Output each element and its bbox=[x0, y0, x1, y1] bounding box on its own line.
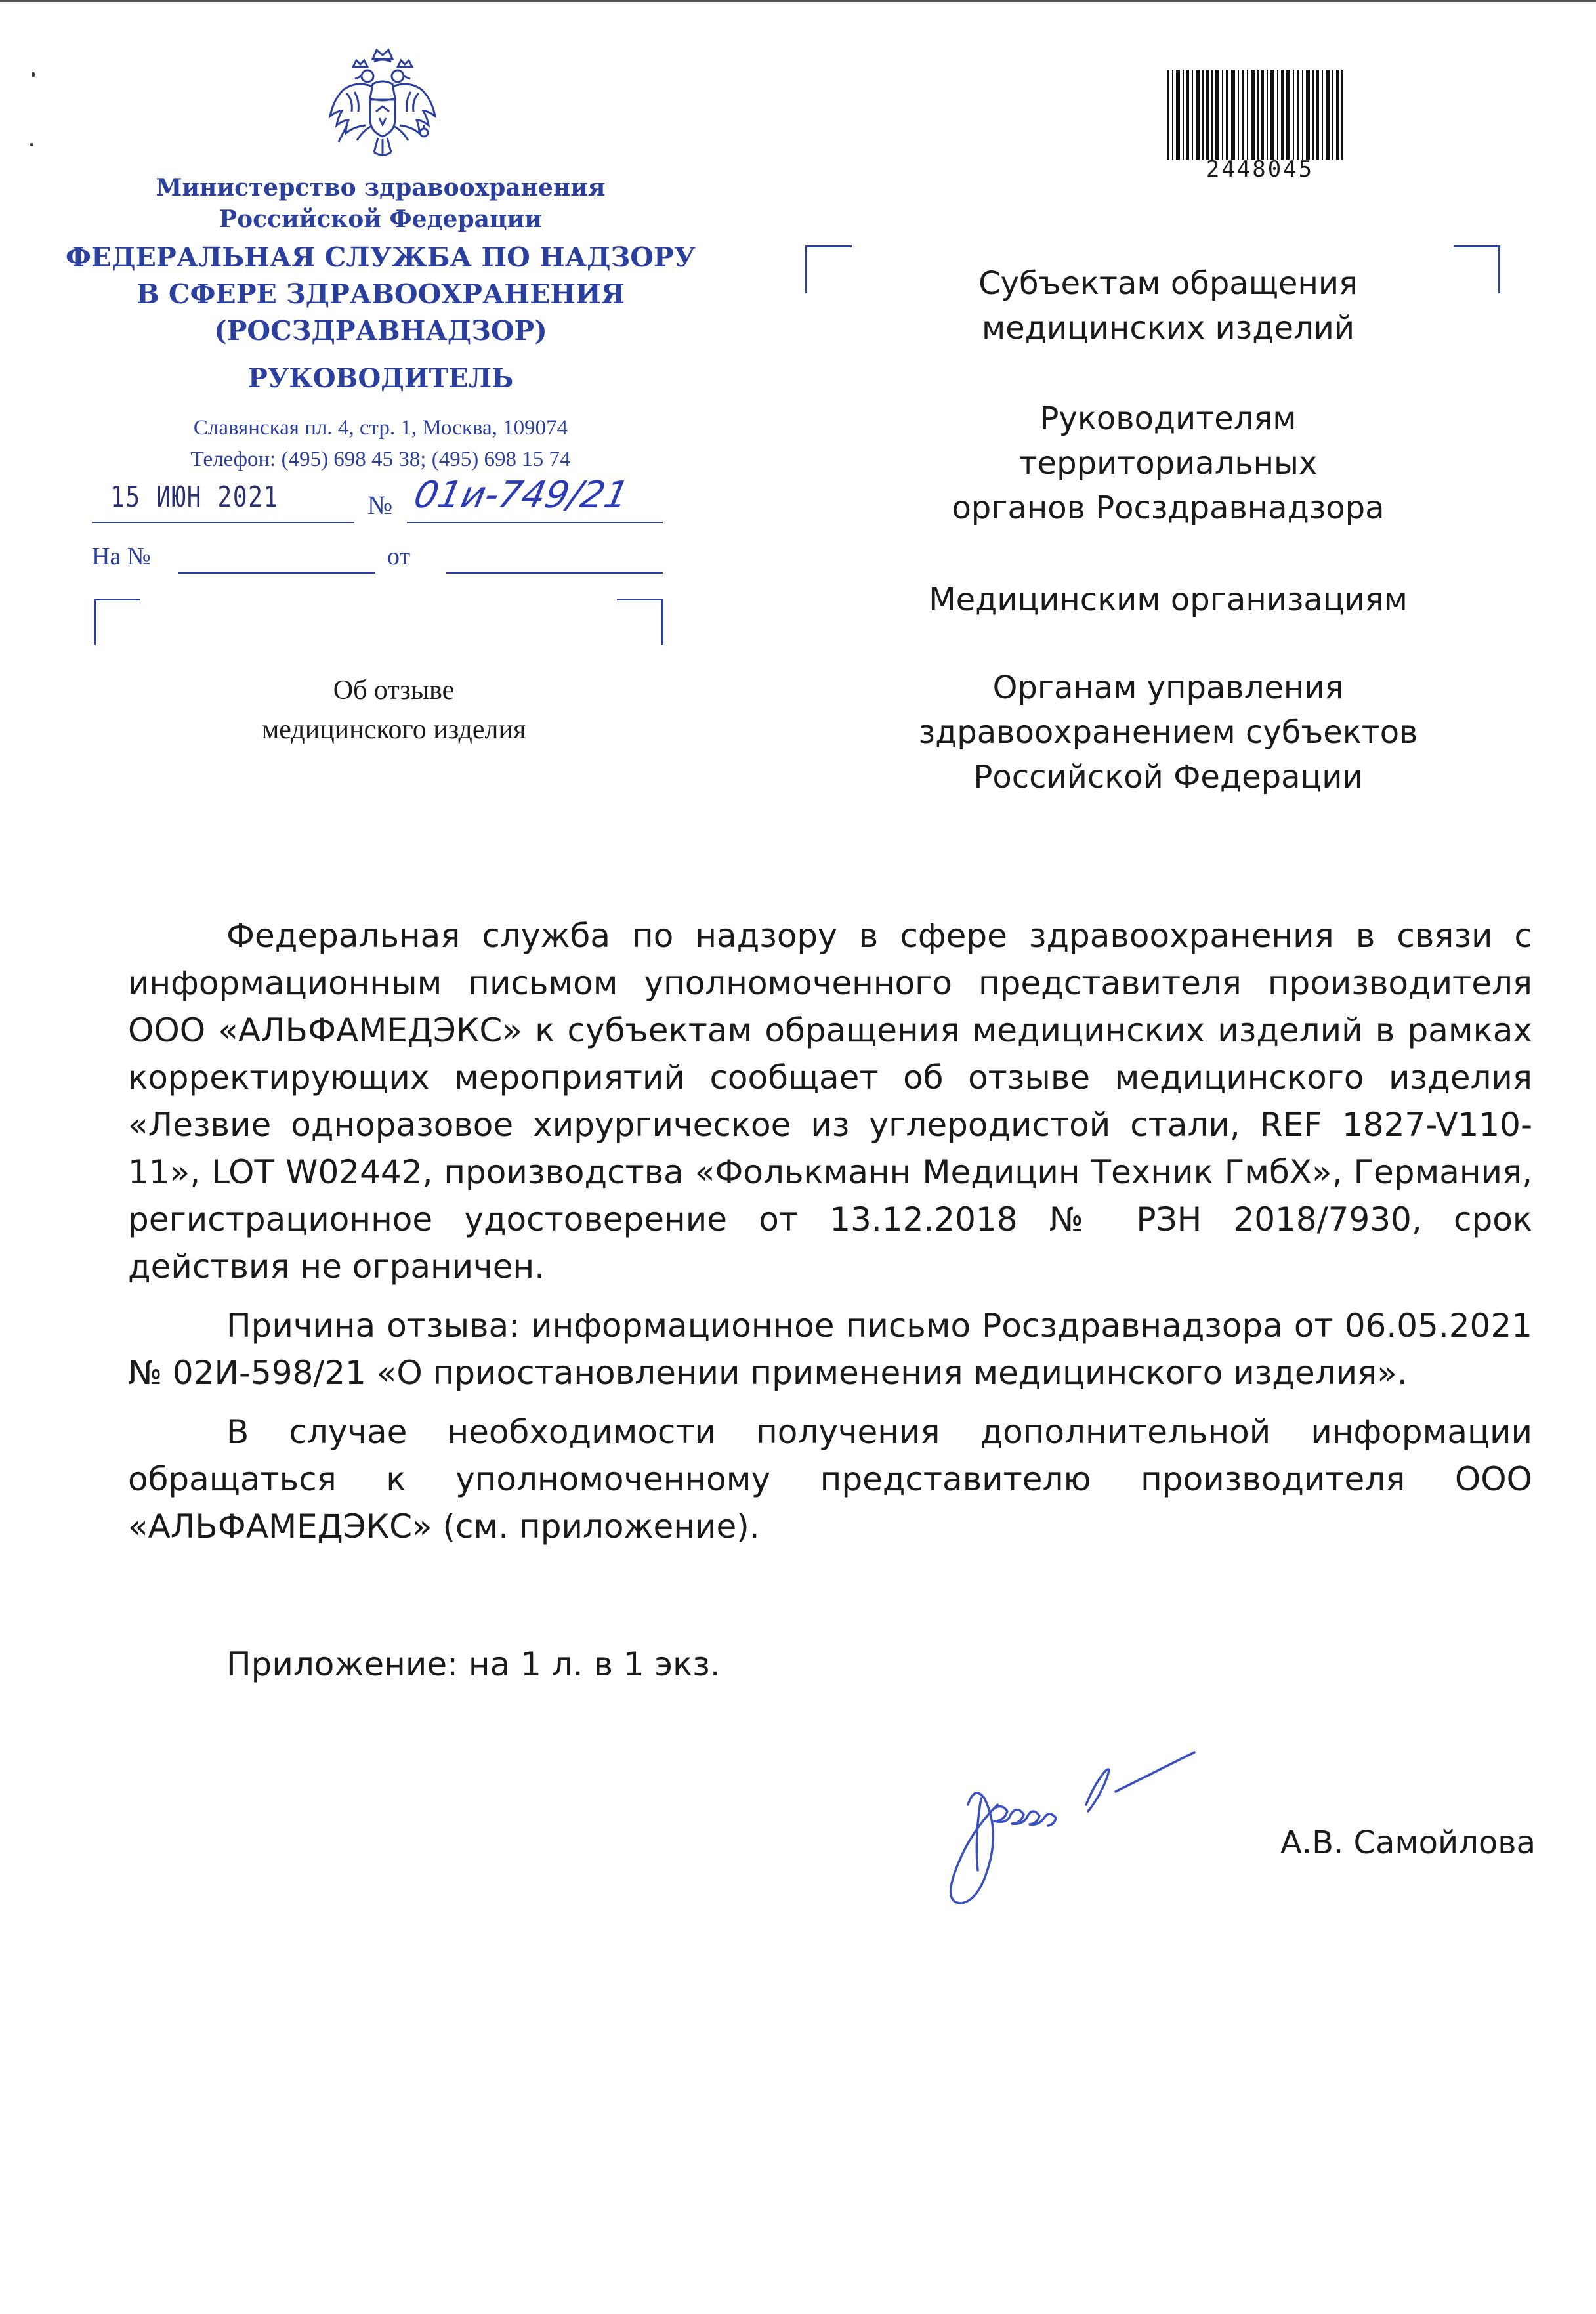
addressee-2-line2: территориальных bbox=[1018, 445, 1318, 482]
barcode bbox=[1163, 70, 1347, 160]
subject-line2: медицинского изделия bbox=[261, 715, 526, 745]
number-label: № bbox=[368, 490, 393, 520]
attachment-note: Приложение: на 1 л. в 1 экз. bbox=[226, 1645, 721, 1683]
body-paragraph-2: Причина отзыва: информационное письмо Росздравнадзора от 06.05.2021 № 02И-598/21 «О приостановлении применения медицинского изделия». bbox=[128, 1307, 1532, 1392]
body-paragraph-3: В случае необходимости получения дополнительной информации обращаться к уполномоченному представителю производителя ООО «АЛЬФАМЕДЭКС» (см. приложение). bbox=[128, 1413, 1532, 1546]
addressee-block-4 bbox=[879, 665, 1457, 799]
date-stamp: 15 ИЮН 2021 bbox=[110, 480, 279, 514]
number-underline bbox=[407, 522, 663, 523]
addressee-4-line1: Органам управления bbox=[992, 669, 1344, 706]
scan-mark bbox=[32, 72, 35, 77]
letterhead-address bbox=[118, 412, 643, 475]
reply-label: На № bbox=[92, 543, 152, 570]
signatory-name: А.В. Самойлова bbox=[1280, 1824, 1536, 1861]
handwritten-signature bbox=[919, 1733, 1286, 1916]
reply-date-line bbox=[446, 572, 663, 574]
date-underline bbox=[92, 522, 354, 523]
service-line1: ФЕДЕРАЛЬНАЯ СЛУЖБА ПО НАДЗОРУ bbox=[65, 242, 696, 273]
ministry-line1: Министерство здравоохранения bbox=[156, 174, 606, 201]
address-line: Славянская пл. 4, стр. 1, Москва, 109074 bbox=[193, 416, 568, 440]
addressee-1-line2: медицинских изделий bbox=[981, 310, 1355, 347]
scan-mark bbox=[30, 143, 33, 146]
service-line3: (РОСЗДРАВНАДЗОР) bbox=[214, 315, 547, 347]
coat-of-arms-emblem bbox=[327, 41, 438, 162]
addressee-4-line3: Российской Федерации bbox=[973, 759, 1363, 795]
reply-from-label: от bbox=[387, 543, 411, 570]
service-line2: В СФЕРЕ ЗДРАВООХРАНЕНИЯ bbox=[136, 278, 625, 310]
position-title: РУКОВОДИТЕЛЬ bbox=[247, 363, 514, 394]
addressee-block-3 bbox=[879, 578, 1457, 622]
subject-bracket-right bbox=[617, 599, 663, 645]
letter-subject bbox=[158, 671, 630, 749]
scan-top-edge bbox=[0, 0, 1596, 2]
addressee-2-line1: Руководителям bbox=[1040, 400, 1297, 437]
subject-line1: Об отзыве bbox=[333, 675, 455, 705]
letter-body bbox=[128, 912, 1532, 1550]
service-name bbox=[52, 239, 709, 349]
phone-line: Телефон: (495) 698 45 38; (495) 698 15 74 bbox=[190, 448, 571, 471]
addressee-block-1 bbox=[879, 261, 1457, 350]
addressee-block-2 bbox=[879, 396, 1457, 530]
ministry-line2: Российской Федерации bbox=[219, 205, 542, 233]
reply-number-line bbox=[178, 572, 375, 574]
body-paragraph-1: Федеральная служба по надзору в сфере здравоохранения в связи с информационным письмом уполномоченного представителя производителя ООО «АЛЬФАМЕДЭКС» к субъектам обращения медицинских изделий в рамках корректирующих мероприятий сообщает об отзыве медицинского изделия «Лезвие одноразовое хирургическое из углеродистой стали, REF 1827-V110-11», LOT W02442, производства «Фолькманн Медицин Техник ГмбХ», Германия, регистрационное удостоверение от 13.12.2018 № РЗН 2018/7930, срок действия не ограничен. bbox=[128, 917, 1532, 1286]
addressee-3-line1: Медицинским организациям bbox=[929, 581, 1408, 618]
addressee-bracket-left bbox=[805, 245, 852, 293]
barcode-number: 2448045 bbox=[1206, 156, 1314, 182]
addressee-2-line3: органов Росздравнадзора bbox=[952, 490, 1385, 526]
ministry-name bbox=[118, 172, 643, 235]
addressee-1-line1: Субъектам обращения bbox=[978, 265, 1358, 302]
addressee-bracket-right bbox=[1454, 245, 1500, 293]
outgoing-number: 01и-749/21 bbox=[410, 474, 633, 516]
subject-bracket-left bbox=[94, 599, 140, 645]
addressee-4-line2: здравоохранением субъектов bbox=[918, 714, 1418, 751]
